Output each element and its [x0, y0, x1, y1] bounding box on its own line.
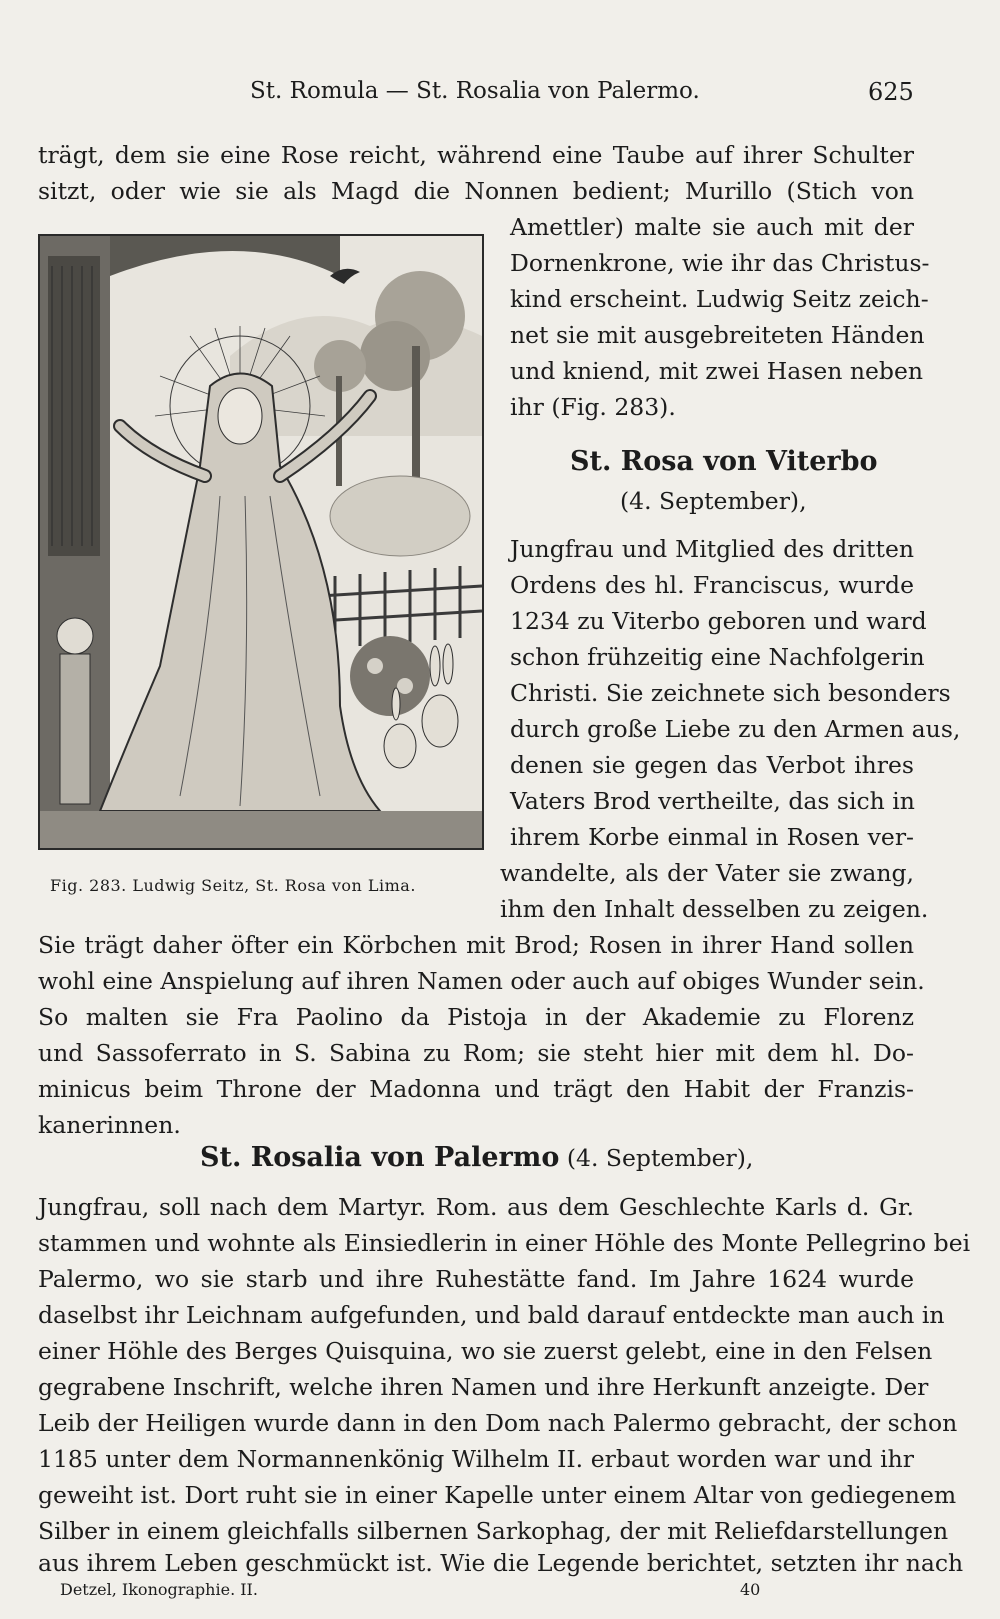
text-line: Dornenkrone, wie ihr das Christus- — [510, 249, 930, 277]
figure-illustration — [38, 234, 484, 850]
text-line: stammen und wohnte als Einsiedlerin in einer Höhle des Monte Pellegrino bei — [38, 1229, 971, 1257]
section-heading-rosalia-row — [200, 1142, 753, 1173]
text-line: und kniend, mit zwei Hasen neben — [510, 357, 924, 385]
text-line: kind erscheint. Ludwig Seitz zeich- — [510, 285, 929, 313]
text-line: kanerinnen. — [38, 1111, 181, 1139]
text-line: So malten sie Fra Paolino da Pistoja in der Akademie zu Florenz — [38, 1003, 914, 1031]
text-line: minicus beim Throne der Madonna und trägt den Habit der Franzis- — [38, 1075, 914, 1103]
text-line: gegrabene Inschrift, welche ihren Namen und ihre Herkunft anzeigte. Der — [38, 1373, 929, 1401]
text-line: Jungfrau und Mitglied des dritten — [510, 535, 914, 563]
running-title: St. Romula — St. Rosalia von Palermo. — [250, 78, 700, 104]
figure-caption: Fig. 283. Ludwig Seitz, St. Rosa von Lima. — [50, 876, 416, 895]
text-line: Silber in einem gleichfalls silbernen Sarkophag, der mit Reliefdarstellungen — [38, 1517, 949, 1545]
text-line: trägt, dem sie eine Rose reicht, während eine Taube auf ihrer Schulter — [38, 141, 914, 169]
text-line: und Sassoferrato in S. Sabina zu Rom; sie steht hier mit dem hl. Do- — [38, 1039, 914, 1067]
text-line: wohl eine Anspielung auf ihren Namen oder auch auf obiges Wunder sein. — [38, 967, 925, 995]
section-date: (4. September), — [620, 487, 807, 515]
section-date: (4. September), — [559, 1144, 754, 1172]
text-line: ihm den Inhalt desselben zu zeigen. — [500, 895, 929, 923]
text-line: daselbst ihr Leichnam aufgefunden, und bald darauf entdeckte man auch in — [38, 1301, 945, 1329]
text-line: 1234 zu Viterbo geboren und ward — [510, 607, 927, 635]
page-number: 625 — [868, 78, 914, 106]
text-line: Vaters Brod vertheilte, das sich in — [510, 787, 915, 815]
section-heading-rosa-viterbo: St. Rosa von Viterbo — [570, 446, 878, 477]
text-line: geweiht ist. Dort ruht sie in einer Kapelle unter einem Altar von gediegenem — [38, 1481, 957, 1509]
text-line: wandelte, als der Vater sie zwang, — [500, 859, 914, 887]
woodcut-st-rosa-image — [40, 236, 482, 848]
text-line: Ordens des hl. Franciscus, wurde — [510, 571, 914, 599]
text-line: Palermo, wo sie starb und ihre Ruhestätte fand. Im Jahre 1624 wurde — [38, 1265, 914, 1293]
text-line: Leib der Heiligen wurde dann in den Dom nach Palermo gebracht, der schon — [38, 1409, 958, 1437]
text-line: Amettler) malte sie auch mit der — [510, 213, 914, 241]
text-line: einer Höhle des Berges Quisquina, wo sie zuerst gelebt, eine in den Felsen — [38, 1337, 933, 1365]
text-line: net sie mit ausgebreiteten Händen — [510, 321, 925, 349]
footer-signature: Detzel, Ikonographie. II. — [60, 1580, 258, 1599]
text-line: denen sie gegen das Verbot ihres — [510, 751, 914, 779]
text-line: schon frühzeitig eine Nachfolgerin — [510, 643, 925, 671]
text-line: ihr (Fig. 283). — [510, 393, 676, 421]
text-line: ihrem Korbe einmal in Rosen ver- — [510, 823, 914, 851]
text-line: Christi. Sie zeichnete sich besonders — [510, 679, 951, 707]
text-line: Jungfrau, soll nach dem Martyr. Rom. aus dem Geschlechte Karls d. Gr. — [38, 1193, 914, 1221]
text-line: aus ihrem Leben geschmückt ist. Wie die Legende berichtet, setzten ihr nach — [38, 1549, 964, 1577]
text-line: Sie trägt daher öfter ein Körbchen mit Brod; Rosen in ihrer Hand sollen — [38, 931, 914, 959]
section-heading-rosalia: St. Rosalia von Palermo — [200, 1142, 560, 1173]
text-line: 1185 unter dem Normannenkönig Wilhelm II. erbaut worden war und ihr — [38, 1445, 914, 1473]
text-line: durch große Liebe zu den Armen aus, — [510, 715, 961, 743]
footer-sheet-number: 40 — [740, 1580, 761, 1599]
text-line: sitzt, oder wie sie als Magd die Nonnen bedient; Murillo (Stich von — [38, 177, 914, 205]
